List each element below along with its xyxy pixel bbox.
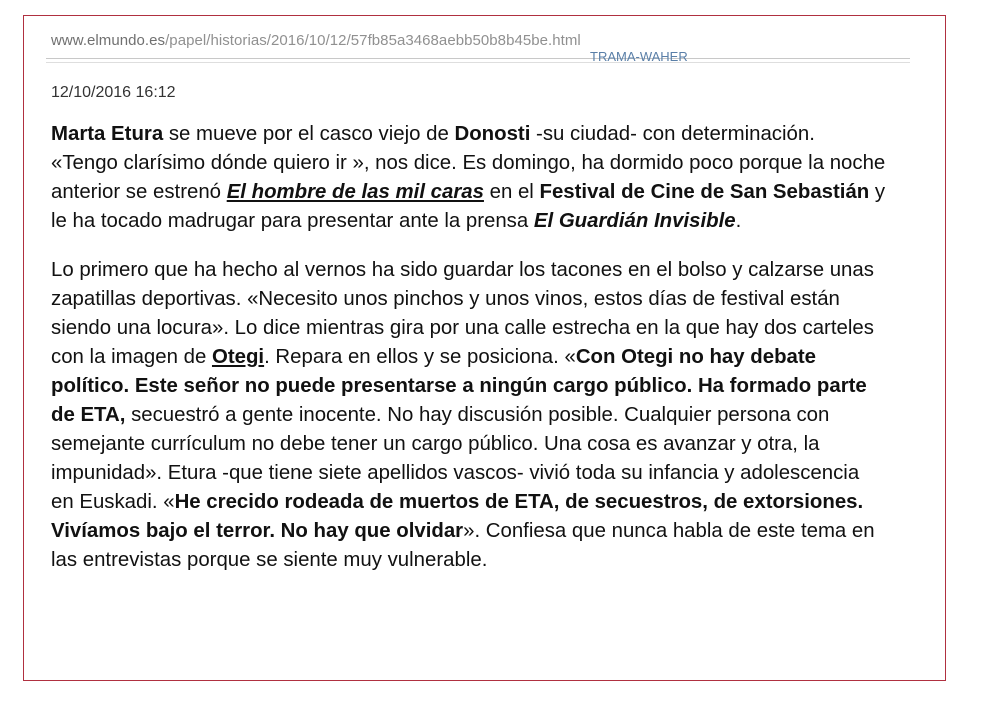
paragraph-1: Marta Etura se mueve por el casco viejo de Donosti -su ciudad- con determinación. «Tengo clarísimo dónde quiero ir », nos dice. Es domingo, ha dormido poco porque la noche anterior se estrenó El hombre de las mil caras en el Festival de Cine de San Sebastián y le ha tocado madrugar para presentar ante la prensa El Guardián Invisible. — [51, 123, 886, 232]
city-name: Donosti — [454, 123, 531, 145]
article-body — [51, 120, 887, 595]
source-url[interactable] — [51, 32, 581, 49]
quote-bold-2: He crecido rodeada de muertos de ETA, de secuestros, de extorsiones. Vivíamos bajo el terror. No hay que olvidar — [51, 491, 864, 542]
share-icon — [570, 54, 582, 62]
cut-off-header-text: TRAMA-WAHER — [590, 52, 688, 62]
header-divider — [46, 58, 910, 59]
cut-off-header — [570, 52, 688, 62]
url-path: /papel/historias/2016/10/12/57fb85a3468aebb50b8b45be.html — [165, 32, 581, 49]
festival-name: Festival de Cine de San Sebastián — [539, 181, 870, 203]
publish-date: 12/10/2016 16:12 — [51, 84, 176, 101]
film-link[interactable]: El hombre de las mil caras — [226, 181, 484, 203]
otegi-link[interactable]: Otegi — [211, 346, 265, 368]
paragraph-2: Lo primero que ha hecho al vernos ha sido guardar los tacones en el bolso y calzarse unas zapatillas deportivas. «Necesito unos pinchos y unos vinos, estos días de festival están siendo una locura». Lo dice mientras gira por una calle estrecha en la que hay dos carteles con la imagen de Otegi. Repara en ellos y se posiciona. «Con Otegi no hay debate político. Este señor no puede presentarse a ningún cargo público. Ha formado parte de ETA, secuestró a gente inocente. No hay discusión posible. Cualquier persona con semejante currículum no debe tener un cargo público. Una cosa es avanzar y otra, la impunidad». Etura -que tiene siete apellidos vascos- vivió toda su infancia y adolescencia en Euskadi. «He crecido rodeada de muertos de ETA, de secuestros, de extorsiones. Vivíamos bajo el terror. No hay que olvidar». Confiesa que nunca habla de este tema en las entrevistas porque se siente muy vulnerable. — [51, 259, 875, 571]
person-name: Marta Etura — [51, 123, 164, 145]
header-divider-secondary — [46, 62, 910, 63]
quote-bold-1: Con Otegi no hay debate político. Este señor no puede presentarse a ningún cargo público. Ha formado parte de ETA, — [51, 346, 867, 426]
url-domain: www.elmundo.es — [51, 32, 166, 49]
article-frame — [23, 15, 946, 681]
film-title: El Guardián Invisible — [533, 210, 736, 232]
